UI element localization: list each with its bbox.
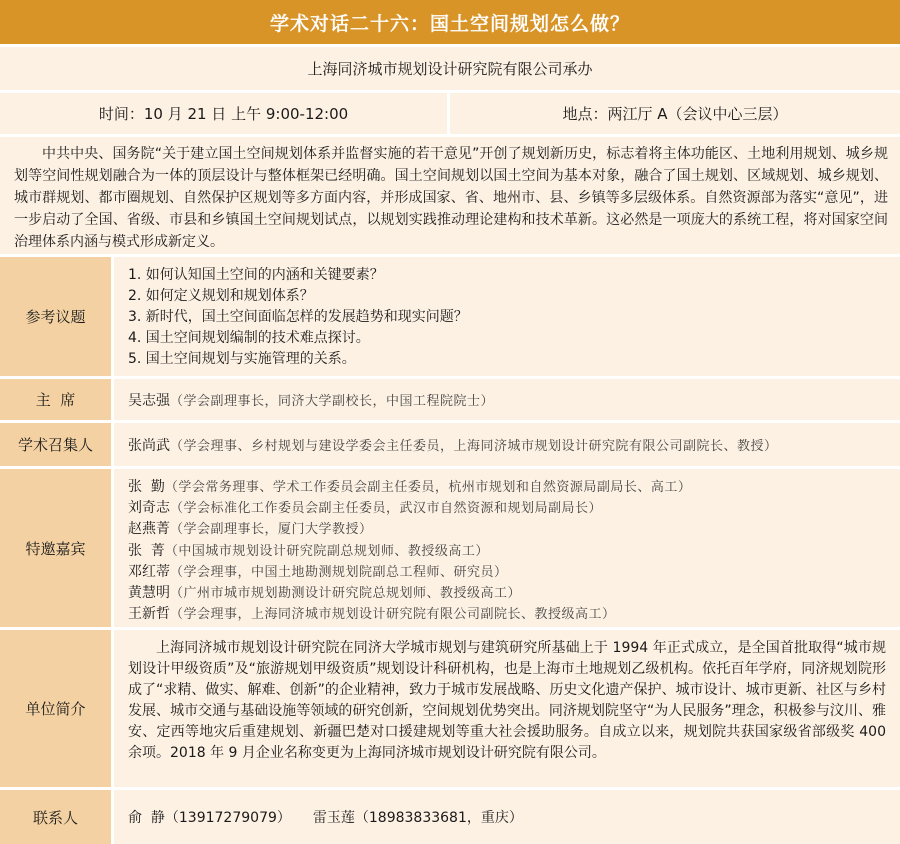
unit-label: 单位简介 xyxy=(0,630,114,787)
guest-name: 黄慧明 xyxy=(128,585,170,602)
topic-item: 3. 新时代，国土空间面临怎样的发展趋势和现实问题？ xyxy=(128,309,468,325)
contact-section xyxy=(0,790,900,844)
unit-text: 上海同济城市规划设计研究院在同济大学城市规划与建筑研究所基础上于 1994 年正式成立，是全国首批取得“城市规划设计甲级资质”及“旅游规划甲级资质”规划设计科研机构，也是上海市土地规划乙级机构。依托百年学府，同济规划院形成了“求精、做实、解难、创新”的企业精神，致力于城市发展战略、历史文化遗产保护、城市设计、城市更新、社区与乡村发展、城市交通与基础设施等领域的研究创新，空间规划优势突出。同济规划院坚守“为人民服务”理念，积极参与汶川、雅安、定西等地灾后重建规划、新疆巴楚对口援建规划等重大社会援助服务。自成立以来，规划院共获国家级省部级奖 400 余项。2018 年 9 月企业名称变更为上海同济城市规划设计研究院有限公司。 xyxy=(114,630,900,787)
guest-item xyxy=(128,583,890,604)
guest-item xyxy=(128,477,890,498)
guest-item xyxy=(128,519,890,540)
convener-desc: （学会理事、乡村规划与建设学委会主任委员，上海同济城市规划设计研究院有限公司副院长、教授） xyxy=(170,438,778,454)
guest-name: 刘奇志 xyxy=(128,500,170,517)
chair-name: 吴志强 xyxy=(128,392,170,409)
topics-label: 参考议题 xyxy=(0,257,114,376)
contact-content xyxy=(114,790,900,844)
time-location-row xyxy=(0,93,900,137)
convener-section xyxy=(0,423,900,469)
guest-name: 邓红蒂 xyxy=(128,563,170,580)
guest-name: 张 勤 xyxy=(128,479,165,495)
guest-item xyxy=(128,604,890,625)
guest-desc: （中国城市规划设计研究院副总规划师、教授级高工） xyxy=(164,543,489,559)
guest-name: 赵燕菁 xyxy=(128,521,170,538)
guest-name: 张 菁 xyxy=(128,542,165,559)
topic-item: 1. 如何认知国土空间的内涵和关键要素？ xyxy=(128,267,384,283)
guest-item xyxy=(128,541,890,562)
convener-label: 学术召集人 xyxy=(0,423,114,466)
guests-list xyxy=(114,469,900,627)
guest-desc: （学会理事，中国土地勘测规划院副总工程师、研究员） xyxy=(170,564,508,580)
event-location: 地点：两江厅 A（会议中心三层） xyxy=(562,105,788,123)
contact-label: 联系人 xyxy=(0,790,114,844)
guest-name: 王新哲 xyxy=(128,606,170,623)
organizer-line: 上海同济城市规划设计研究院有限公司承办 xyxy=(0,47,900,93)
topics-section xyxy=(0,257,900,379)
topics-list xyxy=(114,257,900,376)
chair-content xyxy=(114,379,900,420)
guest-item xyxy=(128,498,890,519)
guest-desc: （学会副理事长，厦门大学教授） xyxy=(170,522,373,538)
event-time: 时间：10 月 21 日 上午 9:00-12:00 xyxy=(0,93,450,134)
contact-person-2: 雷玉莲（18983833681，重庆） xyxy=(312,810,523,826)
chair-desc: （学会副理事长，同济大学副校长，中国工程院院士） xyxy=(170,394,495,409)
guests-section xyxy=(0,469,900,630)
topic-item: 4. 国土空间规划编制的技术难点探讨。 xyxy=(128,330,370,346)
guest-desc: （学会常务理事、学术工作委员会副主任委员，杭州市规划和自然资源局副局长、高工） xyxy=(164,480,692,495)
contact-person-1: 俞 静（13917279079） xyxy=(128,810,291,826)
page-title: 学术对话二十六：国土空间规划怎么做？ xyxy=(0,0,900,47)
chair-label-text: 主 席 xyxy=(35,391,76,409)
guest-desc: （广州市城市规划勘测设计研究院总规划师、教授级高工） xyxy=(170,586,522,602)
chair-label xyxy=(0,379,114,420)
guest-desc: （学会标准化工作委员会副主任委员，武汉市自然资源和规划局副局长） xyxy=(170,501,603,517)
chair-section xyxy=(0,379,900,423)
guest-item xyxy=(128,562,890,583)
guest-desc: （学会理事，上海同济城市规划设计研究院有限公司副院长、教授级高工） xyxy=(170,607,616,623)
unit-section xyxy=(0,630,900,790)
convener-name: 张尚武 xyxy=(128,437,170,454)
guests-label: 特邀嘉宾 xyxy=(0,469,114,627)
convener-content xyxy=(114,423,900,466)
topic-item: 2. 如何定义规划和规划体系？ xyxy=(128,288,314,304)
topic-item: 5. 国土空间规划与实施管理的关系。 xyxy=(128,351,356,367)
intro-paragraph: 中共中央、国务院“关于建立国土空间规划体系并监督实施的若干意见”开创了规划新历史，标志着将主体功能区、土地利用规划、城乡规划等空间性规划融合为一体的顶层设计与整体框架已经明确。国土空间规划以国土空间为基本对象，融合了国土规划、区域规划、城乡规划、城市群规划、都市圈规划、自然保护区规划等多方面内容，并形成国家、省、地州市、县、乡镇等多层级体系。自然资源部为落实“意见”，进一步启动了全国、省级、市县和乡镇国土空间规划试点，以规划实践推动理论建构和技术革新。这必然是一项庞大的系统工程，将对国家空间治理体系内涵与模式形成新定义。 xyxy=(0,137,900,257)
